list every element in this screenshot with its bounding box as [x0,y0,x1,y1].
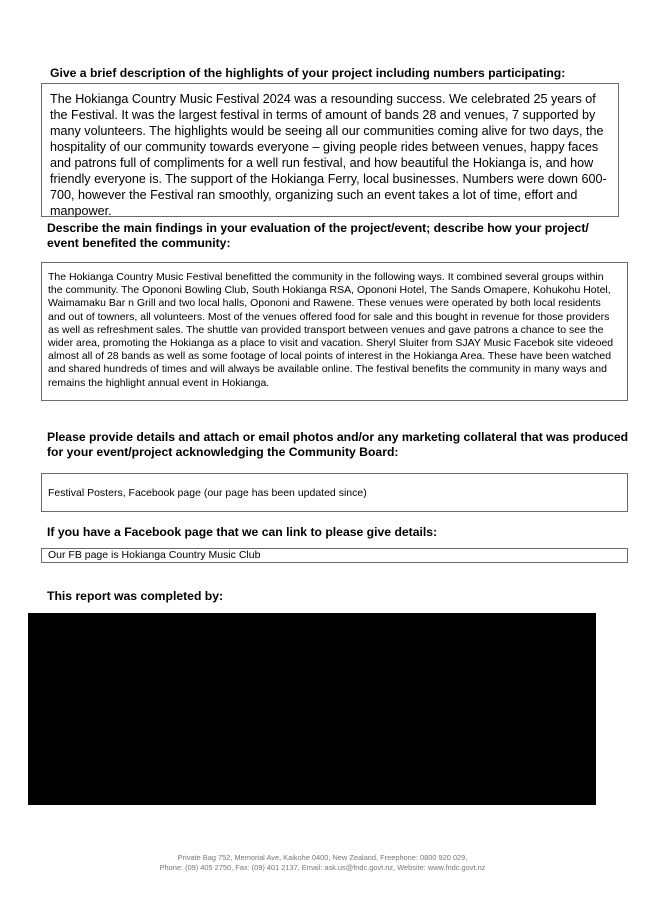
footer-address [0,853,645,873]
marketing-answer-box[interactable] [41,473,628,512]
findings-question-label [47,221,589,250]
highlights-question-label: Give a brief description of the highlights of your project including numbers participating: [50,66,566,80]
findings-question-line1: Describe the main findings in your evaluation of the project/event; describe how your project/ [47,221,589,235]
footer-line2: Phone: (09) 405 2750, Fax: (09) 401 2137, Email: ask.us@fndc.govt.nz, Website: www.fndc.govt.nz [159,863,486,872]
findings-question-line2: event benefited the community: [47,235,231,250]
completed-by-label: This report was completed by: [47,589,224,603]
highlights-answer-text: The Hokianga Country Music Festival 2024 was a resounding success. We celebrated 25 years of the Festival. It was the largest festival in terms of amount of bands 28 and venues, 7 supported by many volunteers. The highlights would be seeing all our communities coming alive for two days, the hospitality of our community towards everyone – giving people rides between venues, happy faces and patrons full of compliments for a well run festival, and how beautiful the Hokianga is, and how friendly everyone is. The support of the Hokianga Ferry, local businesses. Numbers were down 600-700, however the Festival ran smoothly, organizing such an event takes a lot of time, effort and manpower. [50,92,607,218]
facebook-answer-text: Our FB page is Hokianga Country Music Club [48,549,261,561]
findings-answer-box[interactable] [41,262,628,401]
marketing-question-line1: Please provide details and attach or email photos and/or any marketing collateral that was produced [47,430,629,444]
highlights-answer-box[interactable] [41,83,619,217]
footer-line1: Private Bag 752, Memorial Ave, Kaikohe 0400, New Zealand, Freephone: 0800 920 029, [177,853,468,862]
findings-answer-text: The Hokianga Country Music Festival benefitted the community in the following ways. It combined several groups within the community. The Opononi Bowling Club, South Hokianga RSA, Opononi Hotel, The Sands Omapere, Kohukohu Hotel, Waimamaku Bar n Grill and two local halls, Opononi and Rawene. These venues were operated by both local residents and out of towners, all volunteers. Most of the venues offered food for sale and this bought in revenue for those providers as well as refreshment sales. The shuttle van provided transport between venues and gave patrons a chance to see the wider area, promoting the Hokianga as a place to visit and vacation. Sheryl Sluiter from SJAY Music Facebok site videoed almost all of 28 bands as well as some footage of local points of interest in the Hokianga Area. These have been watched and shared hundreds of times and will always be available online. The festival benefits the community in many ways and remains the highlight annual event in Hokianga. [48,271,614,389]
marketing-question-line2: for your event/project acknowledging the Community Board: [47,444,399,459]
redacted-signature-block [28,613,596,805]
facebook-answer-box[interactable] [41,548,628,563]
marketing-answer-text: Festival Posters, Facebook page (our page has been updated since) [48,487,367,499]
marketing-question-label [47,430,628,459]
facebook-question-label: If you have a Facebook page that we can link to please give details: [47,525,438,539]
